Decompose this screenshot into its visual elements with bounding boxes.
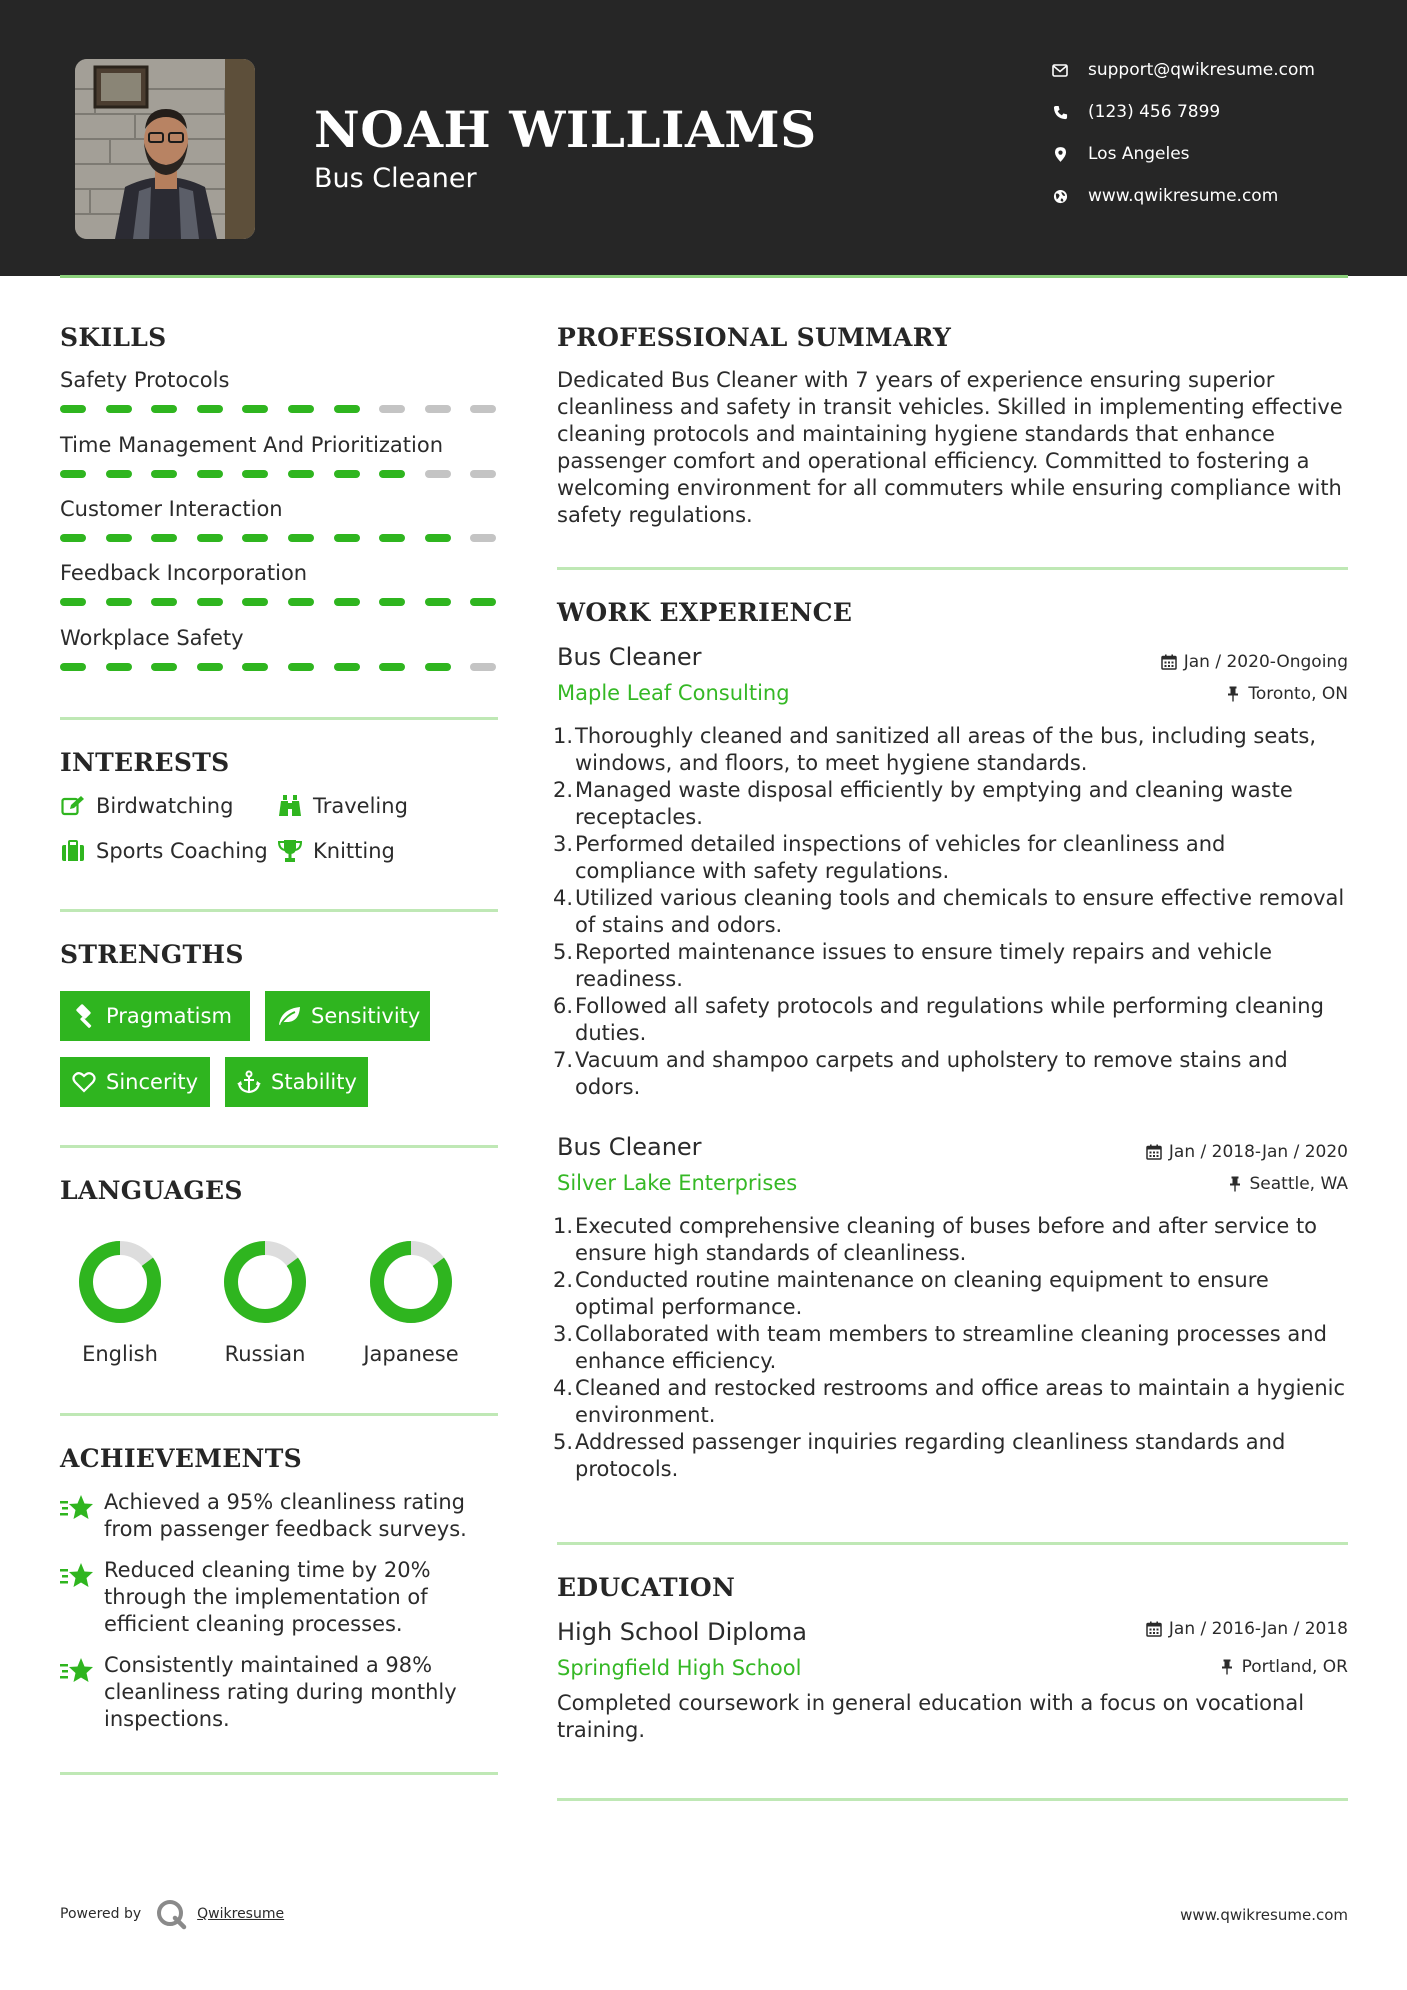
heart-icon xyxy=(72,1070,96,1094)
job-bullet: 3. Collaborated with team members to streamline cleaning processes and enhance efficiency. xyxy=(552,1322,1327,1373)
contact-email-text: support@qwikresume.com xyxy=(1088,60,1315,80)
suitcase-icon xyxy=(60,838,86,864)
skill-dash-filled xyxy=(106,598,132,606)
job-title: Bus Cleaner xyxy=(557,643,702,671)
section-divider xyxy=(60,909,498,912)
section-divider xyxy=(60,1772,498,1775)
edit-icon xyxy=(60,793,86,819)
strengths-heading: STRENGTHS xyxy=(60,940,244,969)
skill-name: Safety Protocols xyxy=(60,368,230,392)
star-icon xyxy=(60,1561,94,1591)
star-icon xyxy=(60,1493,94,1523)
skill-dash-empty xyxy=(470,534,496,542)
skill-dash-filled xyxy=(197,598,223,606)
education-location-text: Portland, OR xyxy=(1241,1657,1348,1677)
skill-dash-filled xyxy=(288,534,314,542)
achievement-item xyxy=(60,1652,500,1733)
languages-heading: LANGUAGES xyxy=(60,1176,243,1205)
skill-dash-empty xyxy=(425,470,451,478)
skill-dash-filled xyxy=(334,470,360,478)
job-bullet: 5. Reported maintenance issues to ensure timely repairs and vehicle readiness. xyxy=(552,940,1273,991)
skill-dash-filled xyxy=(151,405,177,413)
contact-website-text: www.qwikresume.com xyxy=(1088,186,1279,206)
strength-badge xyxy=(60,991,250,1041)
envelope-icon xyxy=(1050,60,1070,80)
skill-dash-filled xyxy=(242,534,268,542)
map-marker-icon xyxy=(1050,144,1070,164)
skill-dash-empty xyxy=(470,405,496,413)
skill-dash-filled xyxy=(334,598,360,606)
strength-label: Stability xyxy=(271,1070,357,1094)
education-heading: EDUCATION xyxy=(557,1573,736,1602)
education-dates xyxy=(1145,1619,1348,1639)
contact-location xyxy=(1050,140,1190,168)
skill-dash-filled xyxy=(60,470,86,478)
skill-dash-filled xyxy=(379,663,405,671)
summary-heading: PROFESSIONAL SUMMARY xyxy=(557,323,952,352)
interest-label: Traveling xyxy=(313,794,408,818)
job-bullet-list xyxy=(552,723,1347,1101)
summary-text: Dedicated Bus Cleaner with 7 years of experience ensuring superior cleanliness and safety in transit vehicles. Skilled in implementing effective cleaning protocols and maintaining hygiene standards that enhance passenger comfort and operational efficiency. Committed to fostering a welcoming environment for all commuters while ensuring compliance with safety regulations. xyxy=(557,368,1343,527)
pin-icon xyxy=(1226,1175,1244,1193)
skill-dash-filled xyxy=(379,470,405,478)
education-description: Completed coursework in general education with a focus on vocational training. xyxy=(557,1691,1305,1742)
skill-dash-filled xyxy=(60,534,86,542)
company-name: Maple Leaf Consulting xyxy=(557,681,790,705)
calendar-icon xyxy=(1145,1143,1163,1161)
skill-rating-bar xyxy=(60,534,498,542)
skill-dash-filled xyxy=(197,663,223,671)
skill-dash-filled xyxy=(425,534,451,542)
strength-label: Sensitivity xyxy=(311,1004,421,1028)
achievements-heading: ACHIEVEMENTS xyxy=(60,1444,302,1473)
section-divider xyxy=(60,717,498,720)
skill-dash-filled xyxy=(288,598,314,606)
section-divider xyxy=(557,567,1348,570)
contact-location-text: Los Angeles xyxy=(1088,144,1190,164)
globe-icon xyxy=(1050,186,1070,206)
skill-dash-filled xyxy=(151,470,177,478)
job-dates-text: Jan / 2020-Ongoing xyxy=(1183,652,1348,672)
contact-email[interactable] xyxy=(1050,56,1315,84)
job-bullet: 4. Utilized various cleaning tools and chemicals to ensure effective removal of stains and odors. xyxy=(552,886,1345,937)
skill-dash-filled xyxy=(334,663,360,671)
language-proficiency-chart xyxy=(205,1237,325,1327)
footer-website[interactable]: www.qwikresume.com xyxy=(1180,1906,1348,1924)
job-bullet: 3. Performed detailed inspections of vehicles for cleanliness and compliance with safety regulations. xyxy=(552,832,1226,883)
skill-rating-bar xyxy=(60,663,498,671)
skill-dash-filled xyxy=(288,405,314,413)
strength-badge xyxy=(60,1057,210,1107)
interest-item xyxy=(60,838,268,864)
language-proficiency-chart xyxy=(60,1237,180,1327)
skill-dash-filled xyxy=(106,405,132,413)
interest-label: Birdwatching xyxy=(96,794,234,818)
candidate-name: NOAH WILLIAMS xyxy=(314,100,817,159)
interests-heading: INTERESTS xyxy=(60,748,230,777)
contact-website[interactable] xyxy=(1050,182,1278,210)
section-divider xyxy=(60,1145,498,1148)
skill-dash-filled xyxy=(425,598,451,606)
calendar-icon xyxy=(1160,653,1178,671)
skill-dash-filled xyxy=(151,534,177,542)
binoculars-icon xyxy=(277,793,303,819)
strength-label: Pragmatism xyxy=(106,1004,232,1028)
powered-by-text: Powered by xyxy=(60,1906,142,1922)
skill-dash-filled xyxy=(379,534,405,542)
skill-dash-filled xyxy=(60,663,86,671)
school-name: Springfield High School xyxy=(557,1656,802,1680)
job-location-text: Toronto, ON xyxy=(1248,684,1348,704)
skill-dash-filled xyxy=(197,534,223,542)
calendar-icon xyxy=(1145,1620,1163,1638)
language-name: English xyxy=(82,1342,158,1366)
strength-badge xyxy=(265,991,430,1041)
education-dates-text: Jan / 2016-Jan / 2018 xyxy=(1168,1619,1348,1639)
job-bullet: 2. Conducted routine maintenance on cleaning equipment to ensure optimal performance. xyxy=(552,1268,1269,1319)
language-donut xyxy=(75,1237,165,1327)
skill-dash-empty xyxy=(470,470,496,478)
skill-rating-bar xyxy=(60,470,498,478)
profile-photo xyxy=(75,59,255,239)
skill-dash-filled xyxy=(425,663,451,671)
trophy-icon xyxy=(277,838,303,864)
interest-label: Knitting xyxy=(313,839,395,863)
skill-dash-filled xyxy=(106,534,132,542)
phone-icon xyxy=(1050,102,1070,122)
job-bullet: 2. Managed waste disposal efficiently by emptying and cleaning waste receptacles. xyxy=(552,778,1293,829)
qwikresume-link[interactable]: Qwikresume xyxy=(197,1906,285,1922)
skill-dash-filled xyxy=(242,598,268,606)
language-donut xyxy=(366,1237,456,1327)
skill-dash-filled xyxy=(60,405,86,413)
experience-heading: WORK EXPERIENCE xyxy=(557,598,853,627)
achievement-text: Reduced cleaning time by 20% through the implementation of efficient cleaning processes. xyxy=(104,1558,431,1636)
skill-dash-filled xyxy=(197,470,223,478)
contact-phone-text: (123) 456 7899 xyxy=(1088,102,1221,122)
skill-name: Customer Interaction xyxy=(60,497,283,521)
achievement-text: Achieved a 95% cleanliness rating from passenger feedback surveys. xyxy=(104,1490,467,1541)
skill-dash-filled xyxy=(288,663,314,671)
skill-dash-empty xyxy=(379,405,405,413)
job-dates xyxy=(1145,1142,1348,1162)
interest-label: Sports Coaching xyxy=(96,839,268,863)
skill-dash-filled xyxy=(106,470,132,478)
achievement-item xyxy=(60,1557,500,1638)
anchor-icon xyxy=(237,1070,261,1094)
interest-item xyxy=(60,793,233,819)
skill-dash-filled xyxy=(470,598,496,606)
skill-rating-bar xyxy=(60,405,498,413)
skill-dash-filled xyxy=(151,663,177,671)
leaf-icon xyxy=(277,1004,301,1028)
interest-item xyxy=(277,838,395,864)
strength-badge xyxy=(225,1057,368,1107)
job-bullet: 4. Cleaned and restocked restrooms and office areas to maintain a hygienic environment. xyxy=(552,1376,1346,1427)
star-icon xyxy=(60,1656,94,1686)
job-dates-text: Jan / 2018-Jan / 2020 xyxy=(1168,1142,1348,1162)
job-bullet: 1. Thoroughly cleaned and sanitized all areas of the bus, including seats, windows, and floors, to meet hygiene standards. xyxy=(552,724,1316,775)
job-location xyxy=(1226,1174,1349,1194)
pin-icon xyxy=(1218,1658,1236,1676)
language-proficiency-chart xyxy=(351,1237,471,1327)
skill-dash-filled xyxy=(242,470,268,478)
skill-dash-filled xyxy=(334,534,360,542)
language-name: Russian xyxy=(224,1342,306,1366)
job-location xyxy=(1224,684,1348,704)
skill-dash-filled xyxy=(288,470,314,478)
language-donut xyxy=(220,1237,310,1327)
skill-dash-filled xyxy=(60,598,86,606)
achievement-item xyxy=(60,1489,500,1543)
job-bullet: 6. Followed all safety protocols and regulations while performing cleaning duties. xyxy=(552,994,1324,1045)
job-bullet: 5. Addressed passenger inquiries regarding cleanliness standards and protocols. xyxy=(552,1430,1286,1481)
skill-dash-filled xyxy=(379,598,405,606)
job-bullet: 1. Executed comprehensive cleaning of buses before and after service to ensure high standards of cleanliness. xyxy=(552,1214,1318,1265)
skill-dash-filled xyxy=(242,663,268,671)
skill-dash-empty xyxy=(425,405,451,413)
skill-dash-filled xyxy=(151,598,177,606)
job-bullet: 7. Vacuum and shampoo carpets and upholstery to remove stains and odors. xyxy=(552,1048,1288,1099)
skill-name: Workplace Safety xyxy=(60,626,244,650)
header-divider xyxy=(60,275,1348,278)
section-divider xyxy=(60,1413,498,1416)
candidate-title: Bus Cleaner xyxy=(314,163,477,194)
skills-heading: SKILLS xyxy=(60,323,167,352)
contact-phone[interactable] xyxy=(1050,98,1220,126)
section-divider xyxy=(557,1798,1348,1801)
gavel-icon xyxy=(72,1004,96,1028)
skill-dash-filled xyxy=(197,405,223,413)
achievement-text: Consistently maintained a 98% cleanliness rating during monthly inspections. xyxy=(104,1653,457,1731)
skill-name: Feedback Incorporation xyxy=(60,561,308,585)
skill-rating-bar xyxy=(60,598,498,606)
education-location xyxy=(1218,1657,1348,1677)
strength-label: Sincerity xyxy=(106,1070,199,1094)
skill-name: Time Management And Prioritization xyxy=(60,433,444,457)
skill-dash-filled xyxy=(334,405,360,413)
job-location-text: Seattle, WA xyxy=(1249,1174,1348,1194)
pin-icon xyxy=(1224,685,1242,703)
qwikresume-logo-icon xyxy=(155,1898,187,1930)
footer-branding xyxy=(60,1898,284,1930)
resume-header xyxy=(0,0,1407,276)
interest-item xyxy=(277,793,408,819)
degree-title: High School Diploma xyxy=(557,1618,807,1646)
job-bullet-list xyxy=(552,1213,1347,1483)
skill-dash-filled xyxy=(106,663,132,671)
skill-dash-filled xyxy=(242,405,268,413)
language-name: Japanese xyxy=(363,1342,459,1366)
job-title: Bus Cleaner xyxy=(557,1133,702,1161)
company-name: Silver Lake Enterprises xyxy=(557,1171,798,1195)
section-divider xyxy=(557,1542,1348,1545)
job-dates xyxy=(1160,652,1348,672)
skill-dash-empty xyxy=(470,663,496,671)
